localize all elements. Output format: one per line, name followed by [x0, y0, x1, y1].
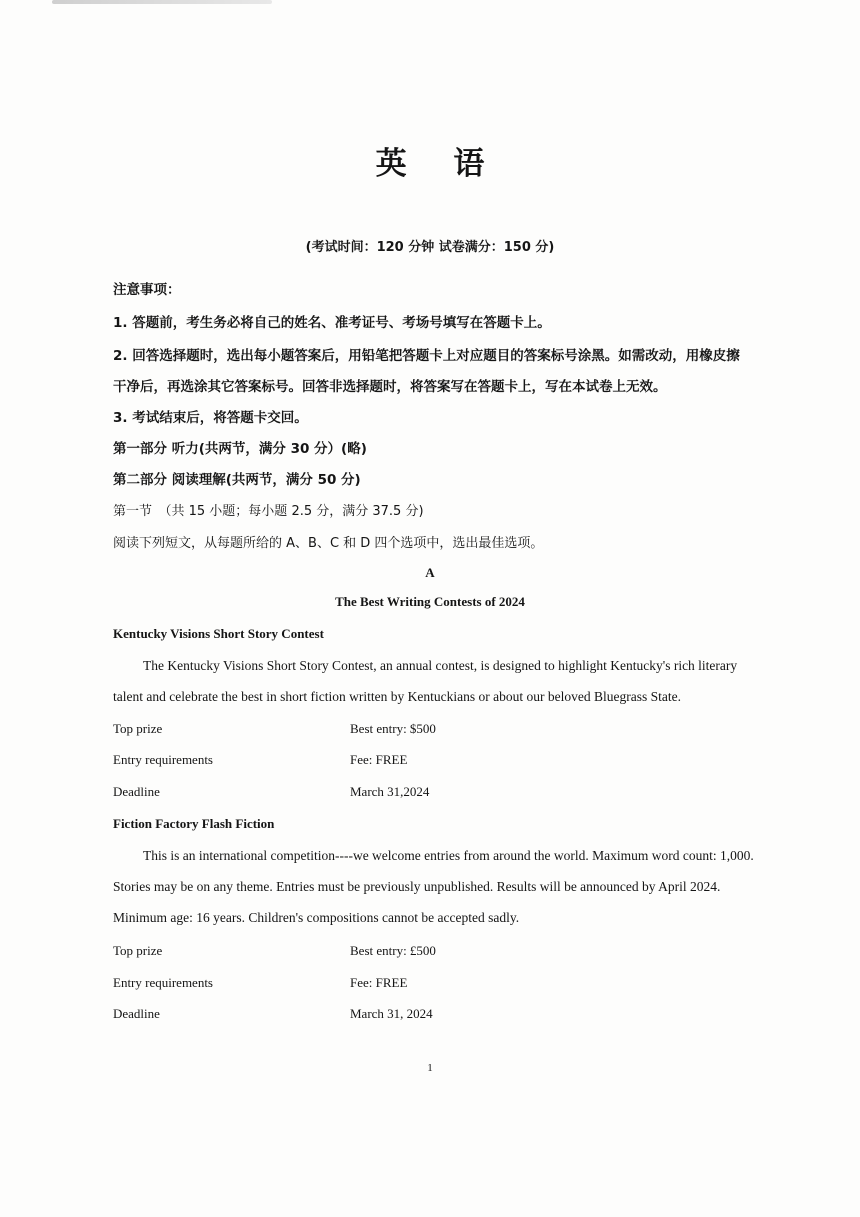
notice-heading: 注意事项： — [113, 282, 181, 298]
part-two-heading: 第二部分 阅读理解(共两节，满分 50 分) — [113, 472, 361, 488]
contest-1-description: The Kentucky Visions Short Story Contest, an annual contest, is designed to highlight Kentucky's rich literary talent and celebrate the best in short fiction written by Kentuckians or about our beloved Bluegrass State. — [113, 658, 738, 704]
scan-edge-mark — [52, 0, 272, 4]
contest-2-requirements-value: Fee: FREE — [350, 975, 408, 990]
part-one-heading: 第一部分 听力(共两节，满分 30 分）(略) — [113, 441, 367, 457]
notice-item-3: 3. 考试结束后，将答题卡交回。 — [113, 410, 308, 426]
contest-2-prize-label: Top prize — [113, 943, 163, 958]
contest-2-description: This is an international competition----we welcome entries from around the world. Maximum word count: 1,000. Stories may be on any theme. Entries must be previously unpublished. Results will be announced by April 2024. Minimum age: 16 years. Children's compositions cannot be accepted sadly. — [113, 848, 754, 925]
reading-instruction: 阅读下列短文，从每题所给的 A、B、C 和 D 四个选项中，选出最佳选项。 — [113, 536, 544, 551]
contest-2-deadline-value: March 31, 2024 — [350, 1006, 433, 1021]
contest-2-prize-value: Best entry: £500 — [350, 943, 436, 958]
contest-2-deadline-label: Deadline — [113, 1006, 160, 1021]
contest-1-prize-label: Top prize — [113, 721, 163, 736]
notice-item-2-cont: 干净后，再选涂其它答案标号。回答非选择题时，将答案写在答题卡上，写在本试卷上无效。 — [113, 379, 667, 395]
contest-1-prize-value: Best entry: $500 — [350, 721, 436, 736]
exam-time-info: (考试时间：120 分钟 试卷满分：150 分) — [305, 240, 555, 255]
notice-item-2: 2. 回答选择题时，选出每小题答案后，用铅笔把答题卡上对应题目的答案标号涂黑。如需改动，用橡皮擦 — [113, 348, 740, 364]
contest-1-requirements-label: Entry requirements — [113, 752, 213, 767]
page-title: 英 语 — [375, 146, 503, 182]
contest-1-title: Kentucky Visions Short Story Contest — [113, 626, 324, 641]
notice-item-1: 1. 答题前，考生务必将自己的姓名、准考证号、考场号填写在答题卡上。 — [113, 315, 551, 331]
section-one-heading: 第一节 （共 15 小题；每小题 2.5 分，满分 37.5 分) — [113, 504, 424, 519]
page-number: 1 — [427, 1062, 433, 1074]
contest-1-deadline-label: Deadline — [113, 784, 160, 799]
passage-title: The Best Writing Contests of 2024 — [335, 594, 525, 609]
contest-2-title: Fiction Factory Flash Fiction — [113, 816, 275, 831]
contest-1-requirements-value: Fee: FREE — [350, 752, 408, 767]
passage-letter: A — [425, 565, 435, 580]
contest-2-requirements-label: Entry requirements — [113, 975, 213, 990]
contest-1-deadline-value: March 31,2024 — [350, 784, 430, 799]
